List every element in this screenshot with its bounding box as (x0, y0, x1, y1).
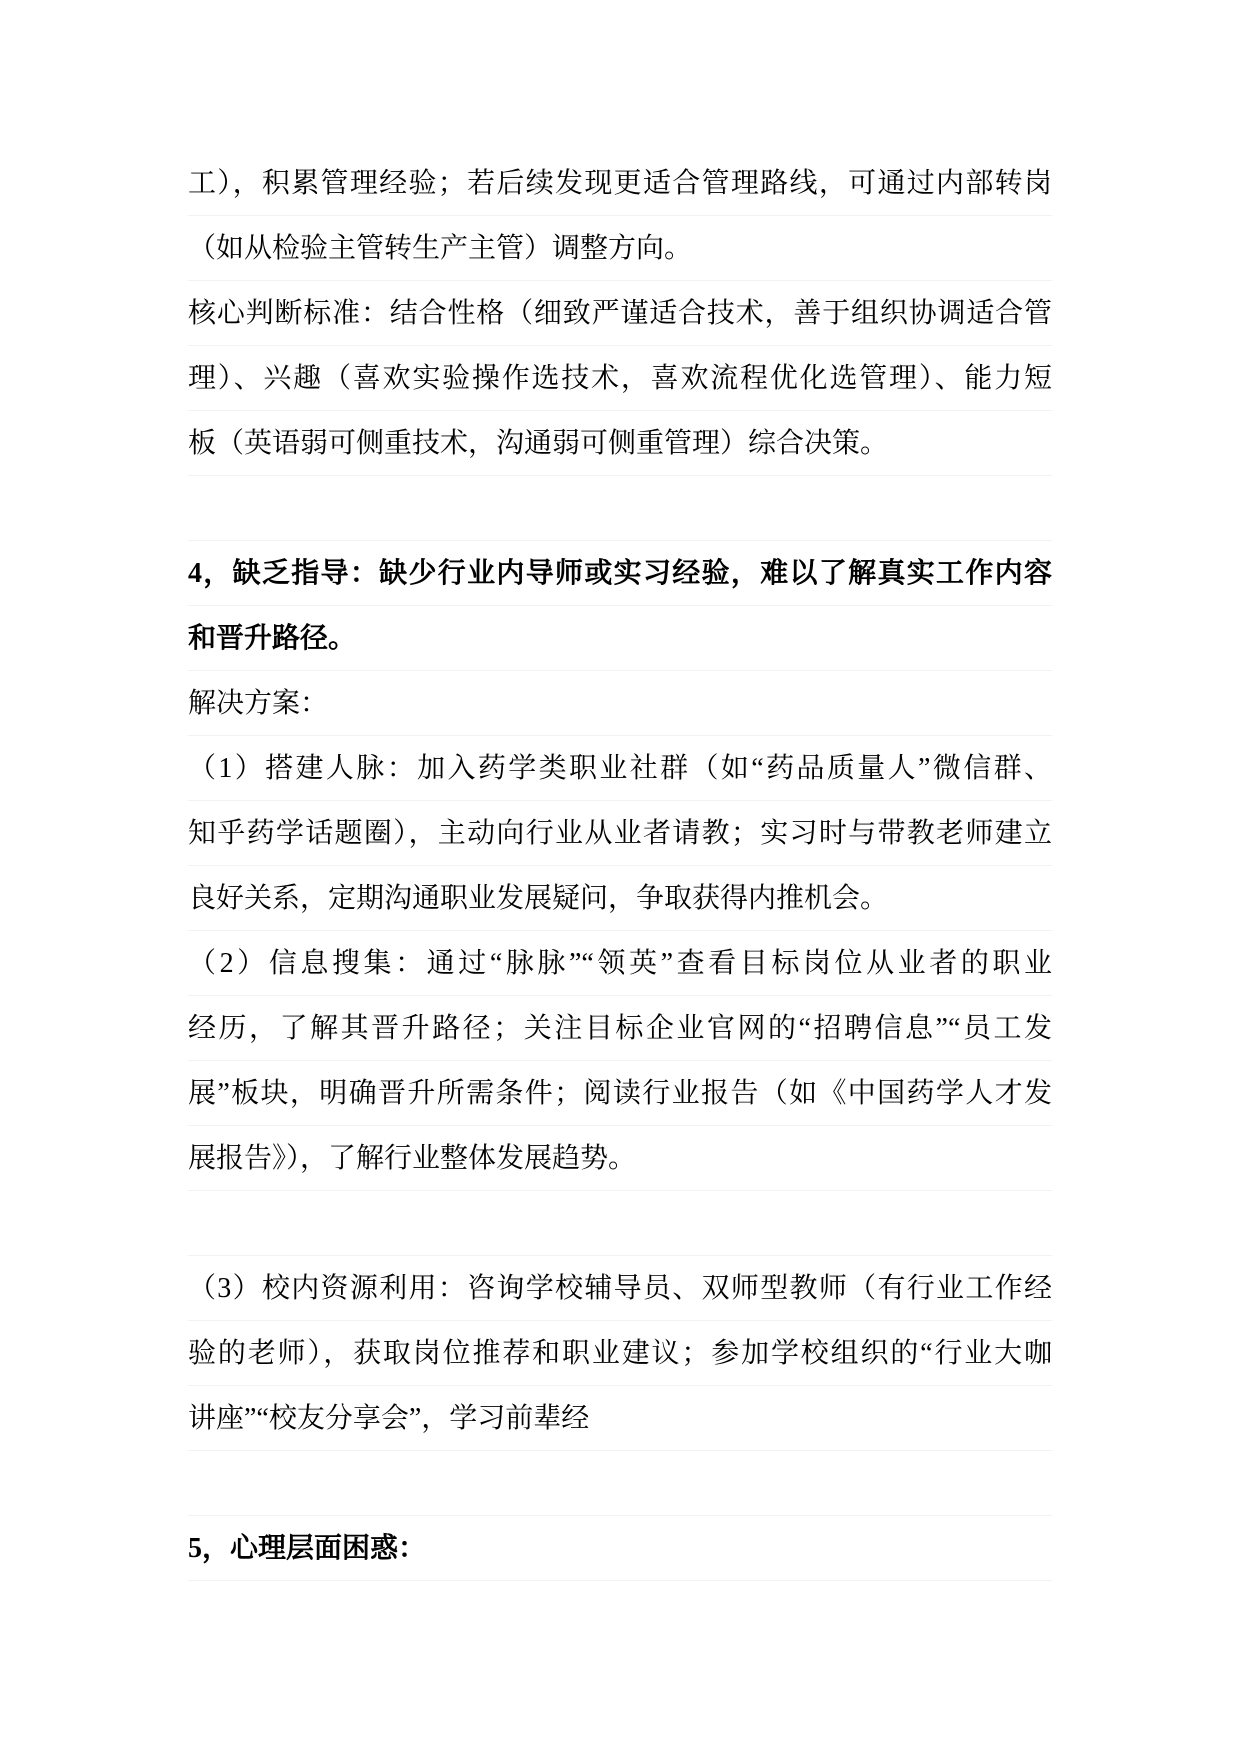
body-line: 工），积累管理经验；若后续发现更适合管理路线，可通过内部转岗 (188, 151, 1052, 216)
body-line: （1）搭建人脉：加入药学类职业社群（如“药品质量人”微信群、 (188, 736, 1052, 801)
blank-line (188, 476, 1052, 541)
body-line: 理）、兴趣（喜欢实验操作选技术，喜欢流程优化选管理）、能力短 (188, 346, 1052, 411)
body-line: 知乎药学话题圈），主动向行业从业者请教；实习时与带教老师建立 (188, 801, 1052, 866)
body-line: 展报告》），了解行业整体发展趋势。 (188, 1126, 1052, 1191)
blank-line (188, 1451, 1052, 1516)
body-line: 经历，了解其晋升路径；关注目标企业官网的“招聘信息”“员工发 (188, 996, 1052, 1061)
body-line: 展”板块，明确晋升所需条件；阅读行业报告（如《中国药学人才发 (188, 1061, 1052, 1126)
body-line: 解决方案： (188, 671, 1052, 736)
blank-line (188, 1191, 1052, 1256)
body-line: （3）校内资源利用：咨询学校辅导员、双师型教师（有行业工作经 (188, 1256, 1052, 1321)
body-line: 核心判断标准：结合性格（细致严谨适合技术，善于组织协调适合管 (188, 281, 1052, 346)
body-line: 验的老师），获取岗位推荐和职业建议；参加学校组织的“行业大咖 (188, 1321, 1052, 1386)
heading-line: 和晋升路径。 (188, 606, 1052, 671)
heading-line: 5，心理层面困惑： (188, 1516, 1052, 1581)
body-line: 板（英语弱可侧重技术，沟通弱可侧重管理）综合决策。 (188, 411, 1052, 476)
body-line: （2）信息搜集：通过“脉脉”“领英”查看目标岗位从业者的职业 (188, 931, 1052, 996)
document-text-column (188, 151, 1052, 1581)
body-line: 良好关系，定期沟通职业发展疑问，争取获得内推机会。 (188, 866, 1052, 931)
body-line: 讲座”“校友分享会”，学习前辈经 (188, 1386, 1052, 1451)
body-line: （如从检验主管转生产主管）调整方向。 (188, 216, 1052, 281)
heading-line: 4，缺乏指导：缺少行业内导师或实习经验，难以了解真实工作内容 (188, 541, 1052, 606)
